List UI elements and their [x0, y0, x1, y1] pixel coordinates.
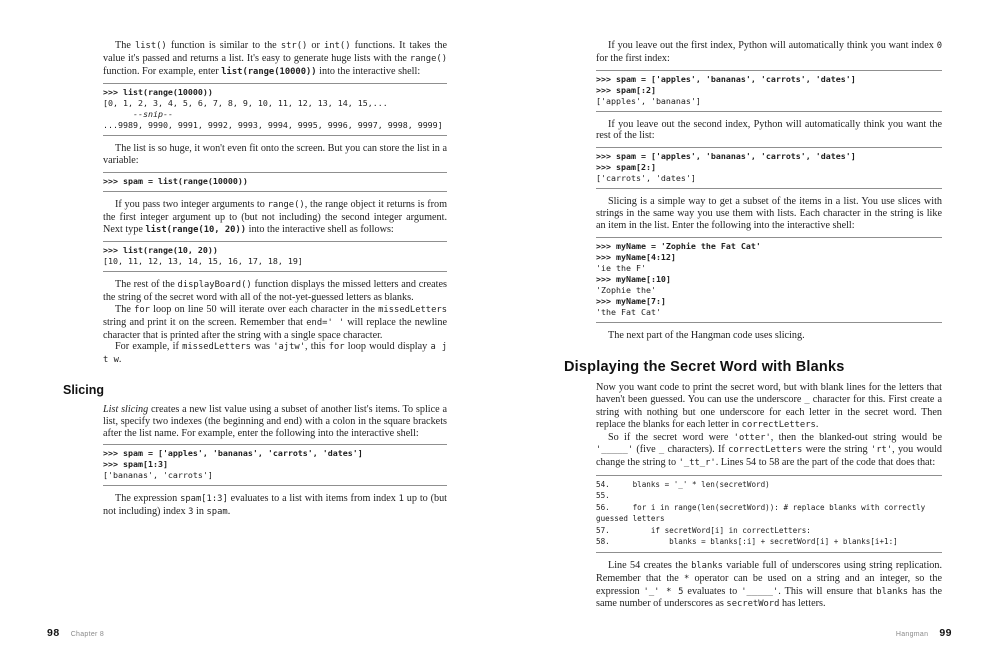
inline-code: spam[1:3] [180, 494, 228, 505]
inline-code: a j t w [103, 342, 448, 366]
code-line: >>> spam = ['apples', 'bananas', 'carrots', 'dates'] [596, 73, 856, 84]
code-line: >>> list(range(10000)) [103, 87, 213, 98]
code-line: ['apples', 'bananas'] [596, 95, 701, 106]
text-run: If you leave out the first index, Python will automatically think you want index [608, 40, 937, 51]
code-line: >>> myName = 'Zophie the Fat Cat' [596, 240, 761, 251]
inline-code: '_____' [596, 445, 634, 456]
code-line: ['bananas', 'carrots'] [103, 470, 213, 481]
code-line: 'Zophie the' [596, 284, 656, 295]
interactive-shell-block [596, 147, 942, 189]
inline-code: secretWord [726, 599, 780, 610]
body-paragraph [596, 560, 942, 611]
inline-code: range() [267, 199, 305, 210]
text-run: function is similar to the [166, 40, 281, 51]
body-paragraph [103, 279, 447, 304]
text-run: The [115, 40, 135, 51]
inline-code: list() [134, 41, 167, 51]
text-run: Now you want code to print the secret word, but with blank lines for the letters that haven't been guessed. You can use the underscore [596, 382, 942, 406]
body-paragraph [596, 432, 942, 470]
section-heading: Displaying the Secret Word with Blanks [564, 359, 845, 376]
body-paragraph [103, 143, 447, 167]
text-run: into the interactive shell as follows: [246, 223, 394, 235]
inline-code: correctLetters [741, 419, 816, 430]
body-paragraph [596, 40, 942, 65]
interactive-shell-block [596, 70, 942, 112]
code-line: 56. for i in range(len(secretWord)): # replace blanks with correctly [596, 502, 926, 512]
inline-code: _ [804, 395, 810, 406]
code-line: >>> myName[7:] [596, 295, 666, 306]
inline-code: '_tt_r' [678, 458, 716, 469]
text-run: loop on line 50 will iterate over each character in the [149, 303, 379, 315]
text-run: creates a new list value using a subset of another list's items. To splice a list, specify two indexes (the beginning and end) with a colon in the square brackets after the list name. For example, enter the following into the interactive shell: [103, 403, 447, 439]
right-page [500, 0, 1000, 661]
inline-code: missedLetters [182, 342, 251, 353]
code-line: [10, 11, 12, 13, 14, 15, 16, 17, 18, 19] [103, 256, 303, 267]
text-run: . [227, 506, 231, 518]
text-run: The rest of the [115, 279, 178, 291]
italic-term: List slicing [103, 403, 149, 415]
body-paragraph [596, 196, 942, 231]
text-run: If you pass two integer arguments to [115, 198, 268, 210]
text-run: for the first index: [596, 52, 670, 64]
text-run: or [307, 40, 325, 51]
right-page-footer [896, 627, 952, 639]
code-line: 58. blanks = blanks[:i] + secretWord[i] + blanks[i+1:] [596, 537, 898, 547]
interactive-shell-block [103, 83, 447, 136]
body-paragraph [103, 404, 447, 439]
inline-code: end=' ' [306, 317, 345, 328]
inline-code: spam [206, 507, 228, 518]
text-run: character for this. First create a string with nothing but one underscore for each letter in the secret word. Then replace the blanks for each letter in [596, 394, 942, 430]
text-run: So if the secret word were [608, 431, 734, 443]
text-run: was [250, 341, 274, 353]
body-paragraph [103, 493, 447, 519]
text-run: characters). If [664, 444, 729, 456]
text-run: . [118, 354, 122, 366]
inline-code: 1 [398, 494, 404, 505]
code-line: >>> spam[1:3] [103, 459, 168, 470]
inline-code: for [328, 342, 345, 353]
chapter-label: Hangman [895, 631, 929, 638]
text-run: string and print it on the screen. Remember that [103, 316, 307, 328]
inline-code: 'rt' [870, 445, 893, 456]
inline-code: list(range(10, 20)) [145, 224, 247, 235]
inline-code: for [134, 304, 150, 315]
text-run: into the interactive shell: [316, 65, 421, 77]
interactive-shell-block [103, 241, 447, 272]
inline-code: 0 [936, 41, 942, 51]
code-line: >>> myName[4:12] [596, 251, 676, 262]
text-run: The list is so huge, it won't even fit onto the screen. But you can store the list in a variable: [103, 143, 447, 167]
inline-code: str() [280, 41, 308, 51]
interactive-shell-block [103, 172, 447, 192]
interactive-shell-block [596, 237, 942, 323]
text-run: . This will ensure that [778, 585, 877, 597]
text-run: evaluates to a list with items from index [227, 493, 399, 505]
text-run: function. For example, enter [103, 65, 222, 77]
text-run: , you would change the string to [596, 444, 942, 469]
body-paragraph [103, 341, 447, 367]
text-run: operator can be used on a string and an integer, so the expression [596, 572, 942, 597]
text-run: function displays the missed letters and creates the string of the secret word with all of the not-yet-guessed letters as blanks. [103, 279, 447, 304]
text-run: has letters. [779, 598, 826, 610]
code-line: --snip-- [103, 109, 173, 120]
body-paragraph [103, 304, 447, 341]
code-line: >>> spam = ['apples', 'bananas', 'carrots', 'dates'] [103, 448, 363, 459]
text-run: has the same number of underscores as [596, 585, 943, 610]
text-run: , then the blanked-out string would be [770, 431, 942, 443]
text-run: If you leave out the second index, Python will automatically think you want the rest of the list: [596, 118, 942, 142]
text-run: loop would display [344, 341, 431, 353]
code-line: 54. blanks = '_' * len(secretWord) [596, 479, 770, 489]
code-line: >>> myName[:10] [596, 273, 671, 284]
text-run: , the range object it returns is from the first integer argument up to (but not including) the second integer argument. Next type [103, 198, 447, 235]
inline-code: blanks [876, 586, 909, 597]
text-run: The next part of the Hangman code uses slicing. [608, 329, 805, 341]
text-run: in [193, 506, 207, 518]
code-line: >>> list(range(10, 20)) [103, 245, 218, 256]
code-line: ...9989, 9990, 9991, 9992, 9993, 9994, 9995, 9996, 9997, 9998, 9999] [103, 120, 443, 131]
code-line: guessed letters [596, 514, 665, 524]
right-page-content [564, 40, 943, 611]
text-run: , this [305, 341, 329, 353]
inline-code: int() [324, 41, 351, 51]
text-run: The expression [115, 493, 181, 505]
code-line: 57. if secretWord[i] in correctLetters: [596, 525, 811, 535]
inline-code: missedLetters [378, 304, 447, 315]
page-number: 98 [47, 627, 60, 639]
left-page-content [63, 40, 448, 519]
text-run: were the string [802, 444, 871, 456]
inline-code: _ [658, 445, 665, 456]
text-run: functions. It takes the value it's passed and returns a list. It's easy to generate huge lists with the [103, 40, 447, 64]
text-run: up to (but not including) index [103, 493, 447, 518]
inline-code: range() [409, 53, 447, 64]
text-run: evaluates to [683, 585, 742, 597]
body-paragraph [596, 119, 942, 143]
code-line: 'ie the F' [596, 262, 646, 273]
inline-code: 'ajtw' [273, 342, 305, 353]
section-heading: Slicing [63, 382, 104, 397]
code-listing [596, 475, 942, 553]
code-line: ['carrots', 'dates'] [596, 173, 696, 184]
inline-code: displayBoard() [177, 280, 252, 291]
inline-code: 3 [188, 507, 194, 518]
inline-code: correctLetters [728, 445, 803, 456]
text-run: variable full of underscores using string replication. Remember that the [596, 559, 943, 584]
inline-code: '_____' [741, 586, 779, 597]
chapter-label: Chapter 8 [70, 631, 105, 638]
inline-code: blanks [691, 560, 723, 571]
code-line: >>> spam = list(range(10000)) [103, 175, 248, 186]
text-run: For example, if [115, 341, 183, 353]
text-run: Slicing is a simple way to get a subset of the items in a list. You use slices with strings in the same way you use them with lists. Each character in the string is like an item in the list. Enter the following into the interactive shell: [596, 196, 942, 231]
interactive-shell-block [103, 444, 447, 486]
code-line: >>> spam[2:] [596, 162, 656, 173]
inline-code: '_' * 5 [643, 586, 684, 597]
text-run: Line 54 creates the [608, 559, 692, 571]
page-number: 99 [939, 627, 952, 639]
code-line: 55. [596, 491, 610, 501]
body-paragraph [596, 382, 942, 431]
text-run: The [115, 303, 135, 315]
body-paragraph [103, 40, 447, 78]
left-page-footer [47, 627, 104, 639]
text-run: . Lines 54 to 58 are the part of the code that does that: [715, 457, 936, 469]
code-line: [0, 1, 2, 3, 4, 5, 6, 7, 8, 9, 10, 11, 12, 13, 14, 15,... [103, 98, 388, 109]
inline-code: * [683, 573, 690, 584]
inline-code: list(range(10000)) [221, 66, 317, 77]
text-run: . [815, 418, 819, 430]
inline-code: 'otter' [733, 432, 771, 443]
code-line: >>> spam[:2] [596, 84, 656, 95]
text-run: (five [633, 444, 659, 456]
code-line: >>> spam = ['apples', 'bananas', 'carrots', 'dates'] [596, 151, 856, 162]
body-paragraph [103, 199, 447, 236]
text-run: will replace the newline character that is printed after the string with a single space character. [103, 316, 448, 341]
code-line: 'the Fat Cat' [596, 306, 661, 317]
body-paragraph [596, 330, 942, 342]
